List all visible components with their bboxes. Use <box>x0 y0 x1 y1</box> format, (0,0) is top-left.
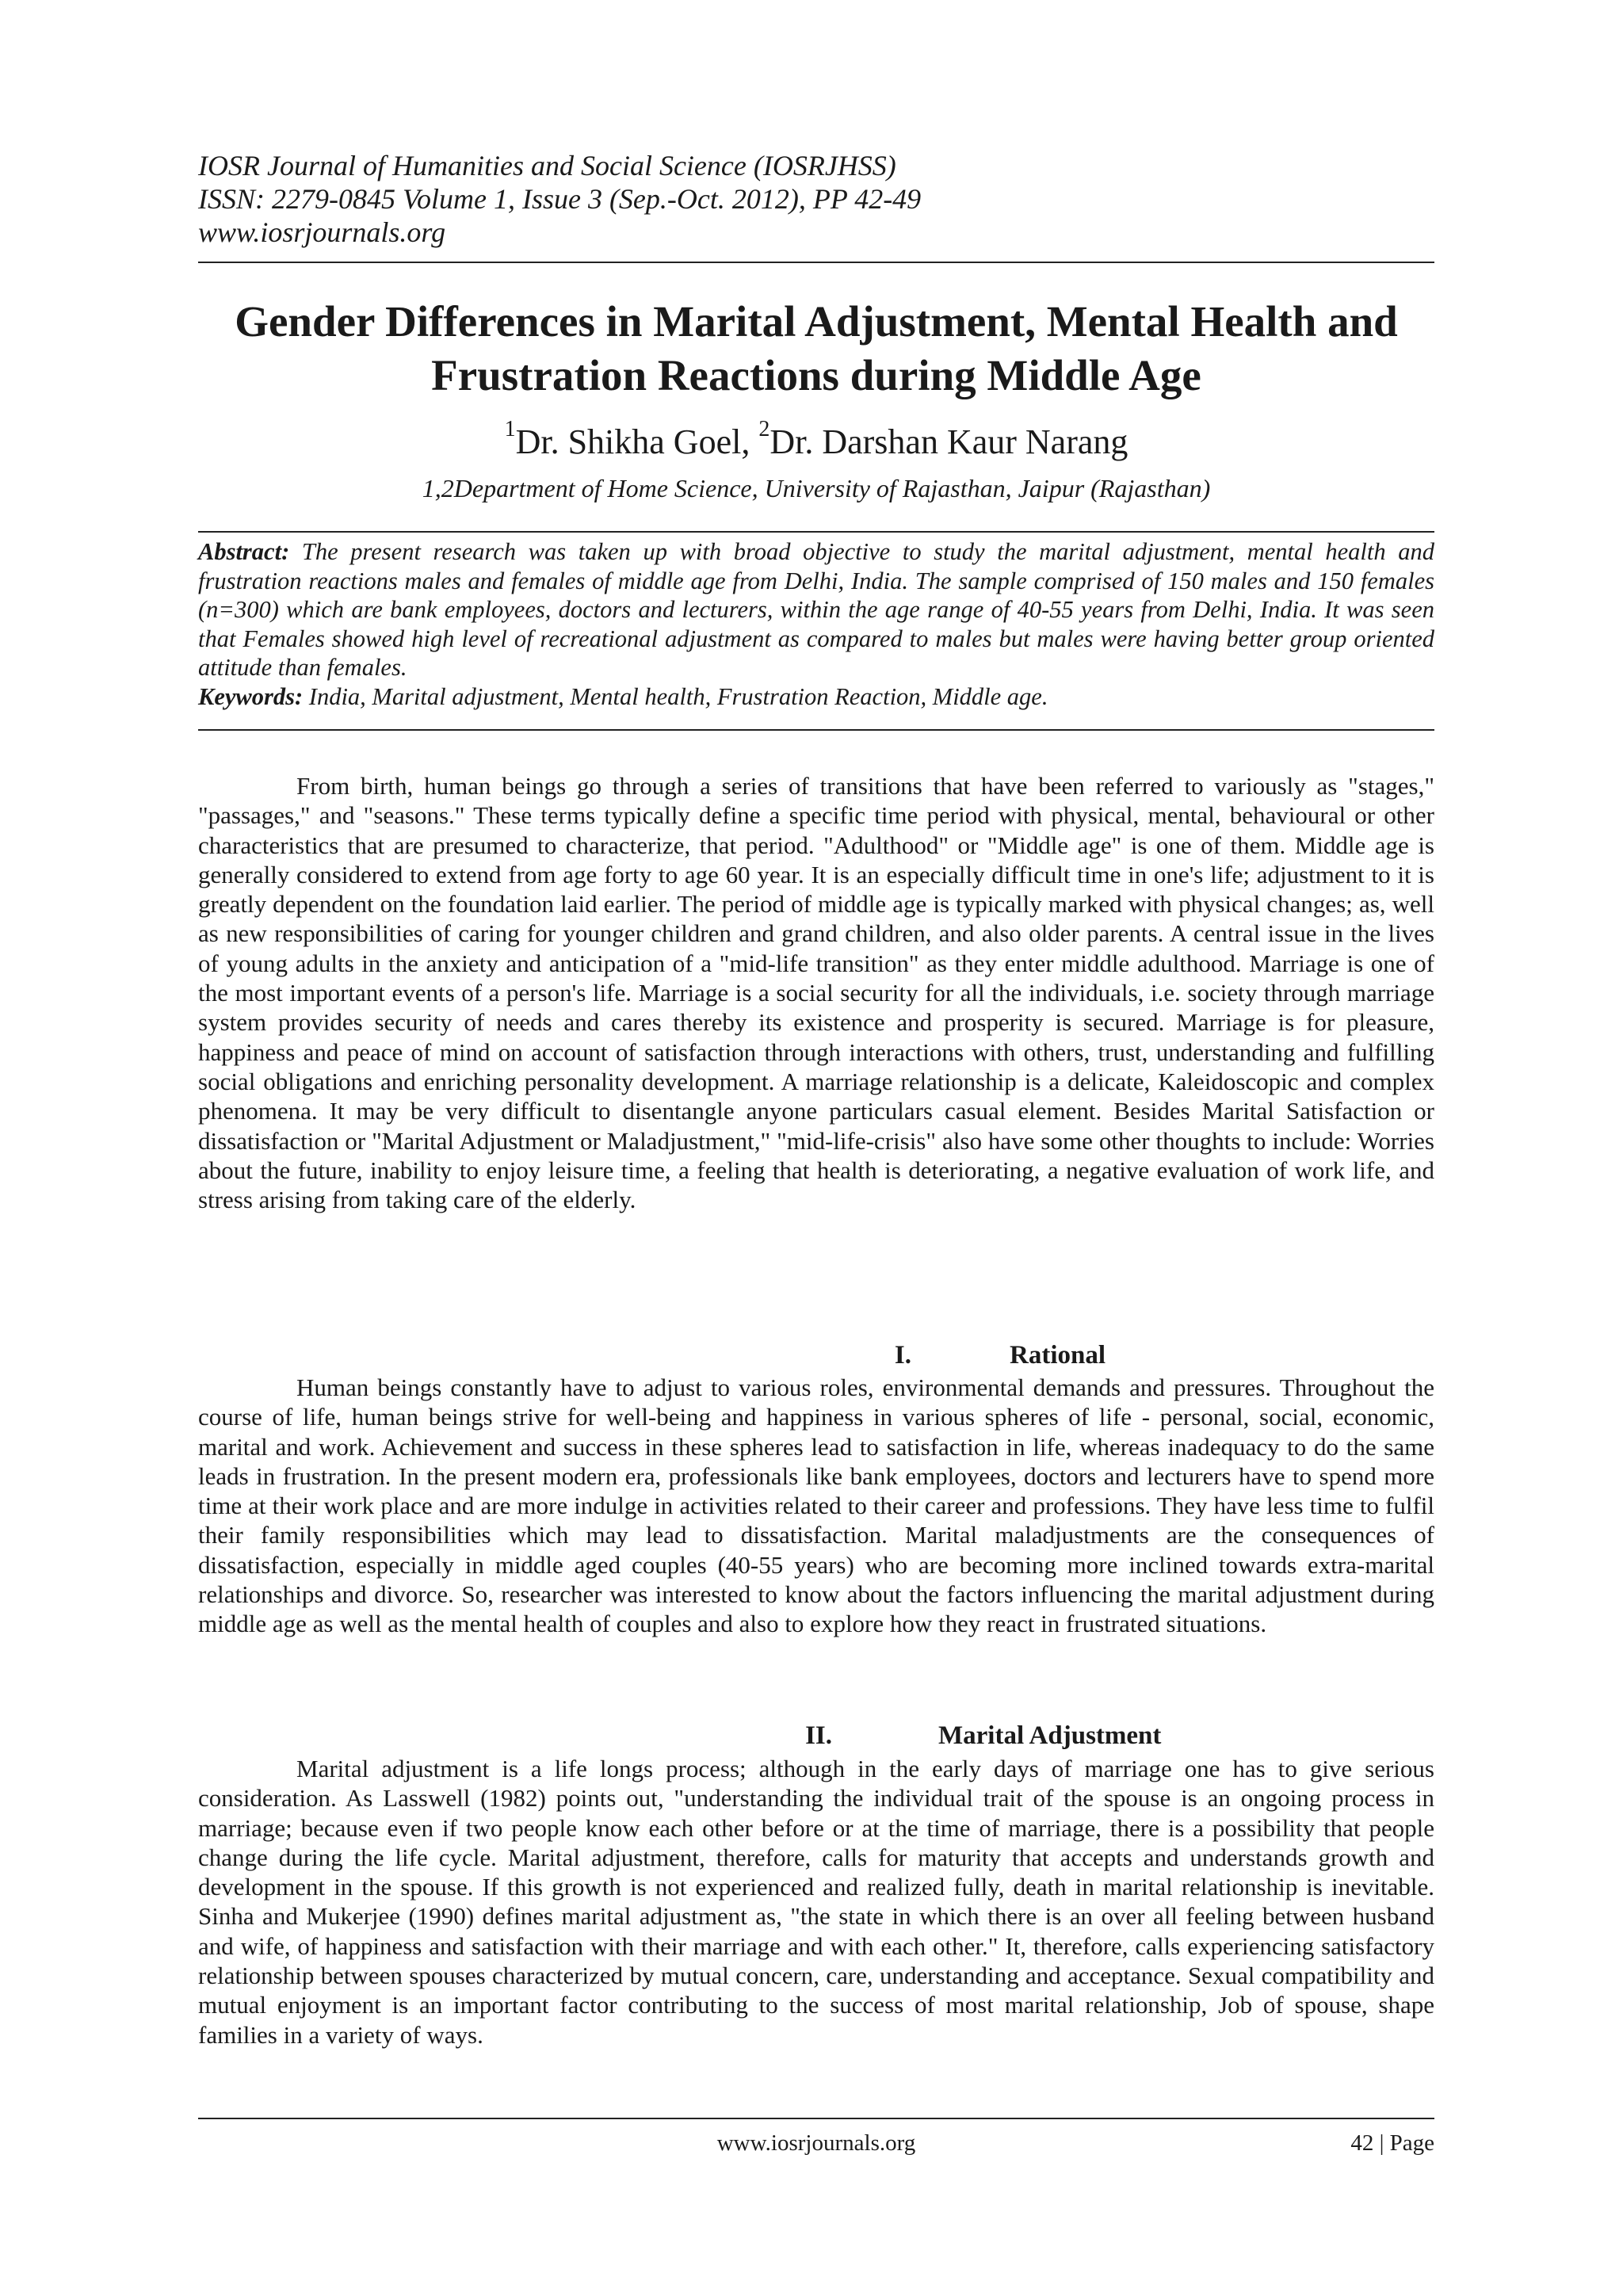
journal-name: IOSR Journal of Humanities and Social Science (IOSRJHSS) <box>198 150 896 181</box>
intro-section <box>198 771 1434 1214</box>
author-list <box>198 417 1434 463</box>
journal-header <box>198 149 1434 249</box>
abstract-paragraph <box>198 537 1434 682</box>
section-2-paragraph: Marital adjustment is a life longs process; although in the early days of marriage one has to give serious consideration. As Lasswell (1982) points out, "understanding the individual trait of the spouse is an ongoing process in marriage; because even if two people know each other before or at the time of marriage, there is a possibility that people change during the life cycle. Marital adjustment, therefore, calls for maturity that accepts and understands growth and development in the spouse. If this growth is not experienced and realized fully, death in marital relationship is inevitable. Sinha and Mukerjee (1990) defines marital adjustment as, "the state in which there is an over all feeling between husband and wife, of happiness and satisfaction with their marriage and with each other." It, therefore, calls experiencing satisfactory relationship between spouses characterized by mutual concern, care, understanding and acceptance. Sexual compatibility and mutual enjoyment is an important factor contributing to the success of most marital relationship, Job of spouse, shape families in a variety of ways. <box>198 1755 1434 2049</box>
section-2-body <box>198 1754 1434 2050</box>
paper-title <box>198 295 1434 403</box>
section-1-number: I. <box>894 1341 911 1370</box>
section-heading-1 <box>198 1339 1434 1371</box>
section-1-title: Rational <box>1010 1341 1106 1370</box>
author-1-marker: 1 <box>504 417 516 441</box>
issn-line: ISSN: 2279-0845 Volume 1, Issue 3 (Sep.-Oct. 2012), PP 42-49 <box>198 183 922 215</box>
author-2: Dr. Darshan Kaur Narang <box>769 422 1128 461</box>
abstract-block <box>198 537 1434 712</box>
journal-website: www.iosrjournals.org <box>198 216 446 248</box>
page-number: 42 | Page <box>1350 2130 1434 2156</box>
title-line-1: Gender Differences in Marital Adjustment, Mental Health and <box>235 297 1398 346</box>
footer-rule <box>198 2118 1434 2119</box>
author-1: Dr. Shikha Goel, <box>515 422 759 461</box>
affiliation: 1,2Department of Home Science, University of Rajasthan, Jaipur (Rajasthan) <box>422 474 1211 502</box>
abstract-top-rule <box>198 531 1434 533</box>
section-heading-2 <box>198 1720 1434 1752</box>
section-1-paragraph: Human beings constantly have to adjust to various roles, environmental demands and pressures. Throughout the course of life, human beings strive for well-being and happiness in various spheres of life - personal, social, economic, marital and work. Achievement and success in these spheres lead to satisfaction in life, whereas inadequacy to do the same leads in frustration. In the present modern era, professionals like bank employees, doctors and lecturers have to spend more time at their work place and are more indulge in activities related to their career and professions. They have less time to fulfil their family responsibilities which may lead to dissatisfaction. Marital maladjustments are the consequences of dissatisfaction, especially in middle aged couples (40-55 years) who are becoming more inclined towards extra-marital relationships and divorce. So, researcher was interested to know about the factors influencing the marital adjustment during middle age as well as the mental health of couples and also to explore how they react in frustrated situations. <box>198 1373 1434 1638</box>
section-2-number: II. <box>805 1721 832 1750</box>
keywords-text: India, Marital adjustment, Mental health, Frustration Reaction, Middle age. <box>303 682 1048 710</box>
keywords-label: Keywords: <box>198 682 304 710</box>
header-rule <box>198 262 1434 263</box>
intro-paragraph: From birth, human beings go through a series of transitions that have been referred to variously as "stages," "passages," and "seasons." These terms typically define a specific time period with physical, mental, behavioural or other characteristics that are presumed to characterize, that period. "Adulthood" or "Middle age" is one of them. Middle age is generally considered to extend from age forty to age 60 year. It is an especially difficult time in one's life; adjustment to it is greatly dependent on the foundation laid earlier. The period of middle age is typically marked with physical changes; as, well as new responsibilities of caring for younger children and grand children, and also older parents. A central issue in the lives of young adults in the anxiety and anticipation of a "mid-life transition" as they enter middle adulthood. Marriage is one of the most important events of a person's life. Marriage is a social security for all the individuals, i.e. society through marriage system provides security of needs and cares thereby its existence and prosperity is secured. Marriage is for pleasure, happiness and peace of mind on account of satisfaction through interactions with others, trust, understanding and fulfilling social obligations and enriching personality development. A marriage relationship is a delicate, Kaleidoscopic and complex phenomena. It may be very difficult to disentangle anyone particulars casual element. Besides Marital Satisfaction or dissatisfaction or "Marital Adjustment or Maladjustment," "mid-life-crisis" also have some other thoughts to include: Worries about the future, inability to enjoy leisure time, a feeling that health is deteriorating, a negative evaluation of work life, and stress arising from taking care of the elderly. <box>198 772 1434 1214</box>
section-2-title: Marital Adjustment <box>938 1721 1162 1750</box>
title-line-2: Frustration Reactions during Middle Age <box>431 351 1201 399</box>
footer-website: www.iosrjournals.org <box>716 2130 916 2156</box>
abstract-text: The present research was taken up with broad objective to study the marital adjustment, mental health and frustration reactions males and females of middle age from Delhi, India. The sample comprised of 150 males and 150 females (n=300) which are bank employees, doctors and lecturers, within the age range of 40-55 years from Delhi, India. It was seen that Females showed high level of recreational adjustment as compared to males but males were having better group oriented attitude than females. <box>198 538 1434 682</box>
author-2-marker: 2 <box>758 417 770 441</box>
section-1-body <box>198 1373 1434 1639</box>
abstract-bottom-rule <box>198 729 1434 731</box>
abstract-label: Abstract: <box>198 538 290 565</box>
keywords-paragraph <box>198 682 1434 712</box>
